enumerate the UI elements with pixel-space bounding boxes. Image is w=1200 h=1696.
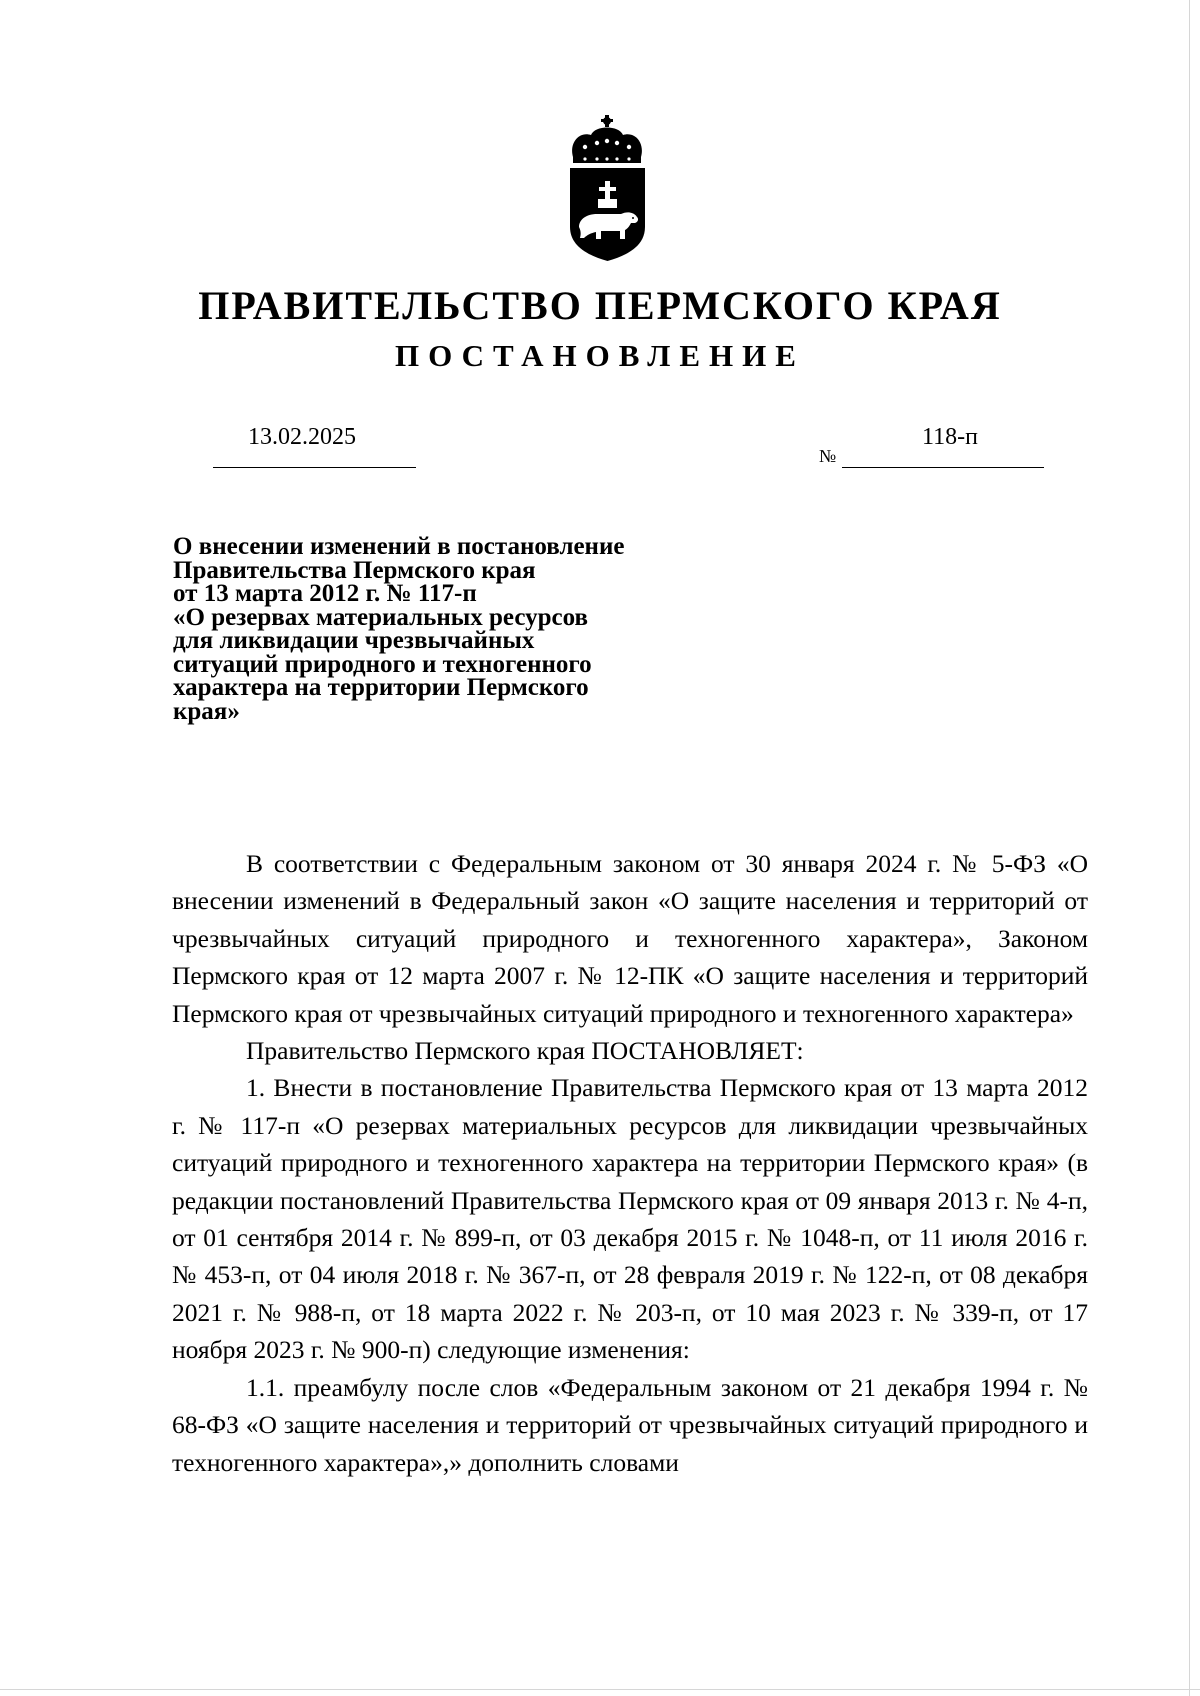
document-date: 13.02.2025 — [248, 424, 356, 450]
subject-line: для ликвидации чрезвычайных — [173, 627, 535, 654]
clause-1-1-paragraph: 1.1. преамбулу после слов «Федеральным законом от 21 декабря 1994 г. № 68-ФЗ «О защите населения и территорий от чрезвычайных ситуаций природного и техногенного характера»,» дополнить словами — [172, 1372, 1088, 1477]
number-sign: № — [819, 446, 837, 466]
document-type-title: ПОСТАНОВЛЕНИЕ — [395, 338, 805, 373]
document-body — [172, 845, 1088, 1481]
subject-line: ситуаций природного и техногенного — [173, 650, 592, 678]
document-number: 118-п — [922, 424, 978, 450]
government-title: ПРАВИТЕЛЬСТВО ПЕРМСКОГО КРАЯ — [198, 283, 1002, 328]
subject-line: Правительства Пермского края — [173, 556, 536, 584]
scan-edge-bottom — [0, 1689, 1200, 1690]
perm-krai-coat-of-arms-icon — [565, 115, 650, 265]
subject-line: характера на территории Пермского — [173, 674, 589, 701]
date-field — [213, 424, 416, 468]
preamble-paragraph: В соответствии с Федеральным законом от 30 января 2024 г. № 5-ФЗ «О внесении изменений в Федеральный закон «О защите населения и территорий от чрезвычайных ситуаций природного и техногенного характера», Законом Пермского края от 12 марта 2007 г. № 12-ПК «О защите населения и территорий Пермского края от чрезвычайных ситуаций природного и техногенного характера» — [172, 849, 1088, 1028]
subject-line: края» — [173, 697, 240, 725]
resolution-paragraph: Правительство Пермского края ПОСТАНОВЛЯЕТ: — [246, 1036, 804, 1066]
clause-1-paragraph: 1. Внести в постановление Правительства Пермского края от 13 марта 2012 г. № 117-п «О резервах материальных ресурсов для ликвидации чрезвычайных ситуаций природного и техногенного характера на территории Пермского края» (в редакции постановлений Правительства Пермского края от 09 января 2013 г. № 4-п, от 01 сентября 2014 г. № 899-п, от 03 декабря 2015 г. № 1048-п, от 11 июля 2016 г. № 453-п, от 04 июля 2018 г. № 367-п, от 28 февраля 2019 г. № 122-п, от 08 декабря 2021 г. № 988-п, от 18 марта 2022 г. № 203-п, от 10 мая 2023 г. № 339-п, от 17 ноября 2023 г. № 900-п) следующие изменения: — [172, 1073, 1088, 1365]
subject-line: от 13 марта 2012 г. № 117-п — [173, 580, 477, 607]
subject-line: О внесении изменений в постановление — [173, 533, 625, 560]
scan-edge-right — [1189, 0, 1190, 1696]
subject-line: «О резервах материальных ресурсов — [173, 603, 588, 631]
number-field — [842, 424, 1044, 468]
document-subject — [173, 535, 693, 723]
